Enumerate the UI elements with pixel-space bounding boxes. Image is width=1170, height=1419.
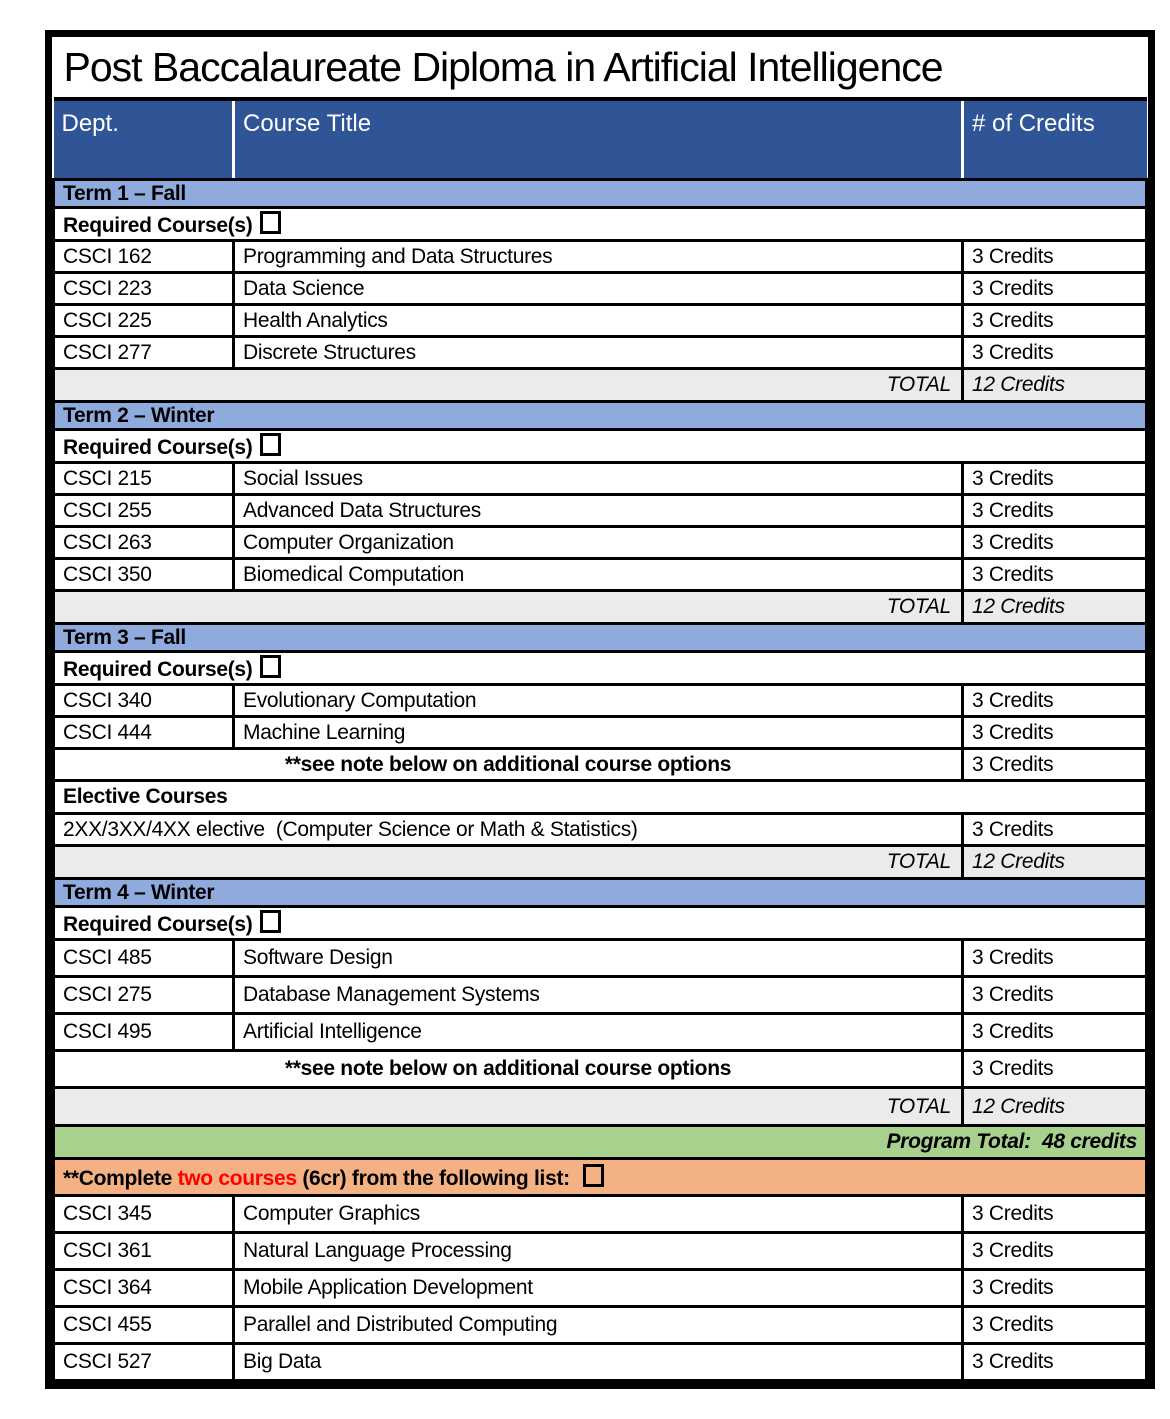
- course-credits: 3 Credits: [963, 495, 1147, 527]
- table-header-row: [54, 99, 1147, 180]
- course-title: Database Management Systems: [234, 977, 963, 1014]
- course-title: Biomedical Computation: [234, 559, 963, 591]
- column-header-course-title: Course Title: [234, 99, 963, 180]
- note-text: **see note below on additional course options: [54, 749, 963, 781]
- complete-note: [54, 1159, 1147, 1196]
- course-credits: 3 Credits: [963, 1196, 1147, 1233]
- required-label-text: Required Course(s): [63, 657, 253, 681]
- total-label: TOTAL: [54, 1088, 963, 1126]
- course-credits: 3 Credits: [963, 463, 1147, 495]
- course-title: Artificial Intelligence: [234, 1014, 963, 1051]
- elective-courses-label: Elective Courses: [54, 781, 1147, 814]
- complete-note-prefix: **Complete: [63, 1166, 178, 1190]
- course-credits: 3 Credits: [963, 977, 1147, 1014]
- course-row: [54, 305, 1147, 337]
- course-credits: 3 Credits: [963, 1051, 1147, 1088]
- complete-note-highlight: two courses: [177, 1166, 297, 1190]
- total-value: 12 Credits: [963, 591, 1147, 624]
- course-title: Health Analytics: [234, 305, 963, 337]
- course-row: [54, 977, 1147, 1014]
- course-dept: CSCI 215: [54, 463, 234, 495]
- course-dept: CSCI 361: [54, 1233, 234, 1270]
- course-credits: 3 Credits: [963, 1233, 1147, 1270]
- course-title: Big Data: [234, 1344, 963, 1381]
- course-row: [54, 685, 1147, 717]
- course-dept: CSCI 350: [54, 559, 234, 591]
- course-title: Advanced Data Structures: [234, 495, 963, 527]
- complete-note-suffix: (6cr) from the following list:: [296, 1166, 576, 1190]
- course-dept: CSCI 277: [54, 337, 234, 369]
- checkbox-icon: [260, 433, 281, 456]
- course-title: Software Design: [234, 940, 963, 977]
- course-row: [54, 241, 1147, 273]
- course-credits: 3 Credits: [963, 527, 1147, 559]
- course-credits: 3 Credits: [963, 241, 1147, 273]
- total-value: 12 Credits: [963, 846, 1147, 879]
- term-band-1: Term 1 – Fall: [54, 180, 1147, 208]
- course-dept: CSCI 345: [54, 1196, 234, 1233]
- course-credits: 3 Credits: [963, 940, 1147, 977]
- course-credits: 3 Credits: [963, 685, 1147, 717]
- program-table: [45, 30, 1155, 1389]
- column-header-credits: # of Credits: [963, 99, 1147, 180]
- course-dept: CSCI 225: [54, 305, 234, 337]
- elective-option: 2XX/3XX/4XX elective (Computer Science or Math & Statistics): [54, 814, 963, 846]
- course-credits: 3 Credits: [963, 1270, 1147, 1307]
- elective-list-row: [54, 1344, 1147, 1381]
- complete-note-row: [54, 1159, 1147, 1196]
- course-dept: CSCI 485: [54, 940, 234, 977]
- course-title: Mobile Application Development: [234, 1270, 963, 1307]
- total-row: [54, 369, 1147, 402]
- course-dept: CSCI 162: [54, 241, 234, 273]
- note-row: [54, 1051, 1147, 1088]
- course-row: [54, 527, 1147, 559]
- total-value: 12 Credits: [963, 1088, 1147, 1126]
- total-row: [54, 1088, 1147, 1126]
- course-dept: CSCI 364: [54, 1270, 234, 1307]
- course-dept: CSCI 455: [54, 1307, 234, 1344]
- required-label-text: Required Course(s): [63, 213, 253, 237]
- total-label: TOTAL: [54, 591, 963, 624]
- course-dept: CSCI 263: [54, 527, 234, 559]
- course-row: [54, 717, 1147, 749]
- term-band-3: Term 3 – Fall: [54, 624, 1147, 652]
- term-band-4: Term 4 – Winter: [54, 879, 1147, 907]
- course-row: [54, 273, 1147, 305]
- program-total-row: [54, 1126, 1147, 1159]
- course-credits: 3 Credits: [963, 1307, 1147, 1344]
- elective-list-row: [54, 1196, 1147, 1233]
- program-total: Program Total: 48 credits: [54, 1126, 1147, 1159]
- course-title: Computer Organization: [234, 527, 963, 559]
- elective-list-row: [54, 1307, 1147, 1344]
- total-value: 12 Credits: [963, 369, 1147, 402]
- course-row: [54, 940, 1147, 977]
- course-credits: 3 Credits: [963, 717, 1147, 749]
- course-credits: 3 Credits: [963, 337, 1147, 369]
- elective-list-row: [54, 1233, 1147, 1270]
- total-label: TOTAL: [54, 846, 963, 879]
- elective-list-row: [54, 1270, 1147, 1307]
- course-title: Natural Language Processing: [234, 1233, 963, 1270]
- course-dept: CSCI 527: [54, 1344, 234, 1381]
- course-row: [54, 559, 1147, 591]
- checkbox-icon: [260, 211, 281, 234]
- course-credits: 3 Credits: [963, 559, 1147, 591]
- course-title: Parallel and Distributed Computing: [234, 1307, 963, 1344]
- checkbox-icon: [583, 1164, 604, 1187]
- term-band-2: Term 2 – Winter: [54, 402, 1147, 430]
- course-dept: CSCI 275: [54, 977, 234, 1014]
- checkbox-icon: [260, 910, 281, 933]
- column-header-dept: Dept.: [54, 99, 234, 180]
- required-courses-label: [54, 652, 1147, 685]
- course-title: Computer Graphics: [234, 1196, 963, 1233]
- course-title: Discrete Structures: [234, 337, 963, 369]
- course-credits: 3 Credits: [963, 814, 1147, 846]
- course-title: Machine Learning: [234, 717, 963, 749]
- course-dept: CSCI 495: [54, 1014, 234, 1051]
- course-credits: 3 Credits: [963, 305, 1147, 337]
- total-row: [54, 591, 1147, 624]
- page-title: Post Baccalaureate Diploma in Artificial Intelligence: [54, 37, 1147, 99]
- course-row: [54, 495, 1147, 527]
- course-title: Social Issues: [234, 463, 963, 495]
- course-row: [54, 1014, 1147, 1051]
- course-row: [54, 463, 1147, 495]
- required-label-text: Required Course(s): [63, 435, 253, 459]
- checkbox-icon: [260, 655, 281, 678]
- course-credits: 3 Credits: [963, 1014, 1147, 1051]
- required-courses-label: [54, 208, 1147, 241]
- course-dept: CSCI 223: [54, 273, 234, 305]
- required-label-text: Required Course(s): [63, 912, 253, 936]
- course-dept: CSCI 444: [54, 717, 234, 749]
- course-title: Programming and Data Structures: [234, 241, 963, 273]
- course-credits: 3 Credits: [963, 273, 1147, 305]
- course-dept: CSCI 340: [54, 685, 234, 717]
- course-title: Data Science: [234, 273, 963, 305]
- total-label: TOTAL: [54, 369, 963, 402]
- note-row: [54, 749, 1147, 781]
- course-title: Evolutionary Computation: [234, 685, 963, 717]
- elective-row: [54, 814, 1147, 846]
- total-row: [54, 846, 1147, 879]
- required-courses-label: [54, 430, 1147, 463]
- course-dept: CSCI 255: [54, 495, 234, 527]
- required-courses-label: [54, 907, 1147, 940]
- course-schedule-table: [52, 37, 1148, 1382]
- course-row: [54, 337, 1147, 369]
- course-credits: 3 Credits: [963, 1344, 1147, 1381]
- course-credits: 3 Credits: [963, 749, 1147, 781]
- note-text: **see note below on additional course options: [54, 1051, 963, 1088]
